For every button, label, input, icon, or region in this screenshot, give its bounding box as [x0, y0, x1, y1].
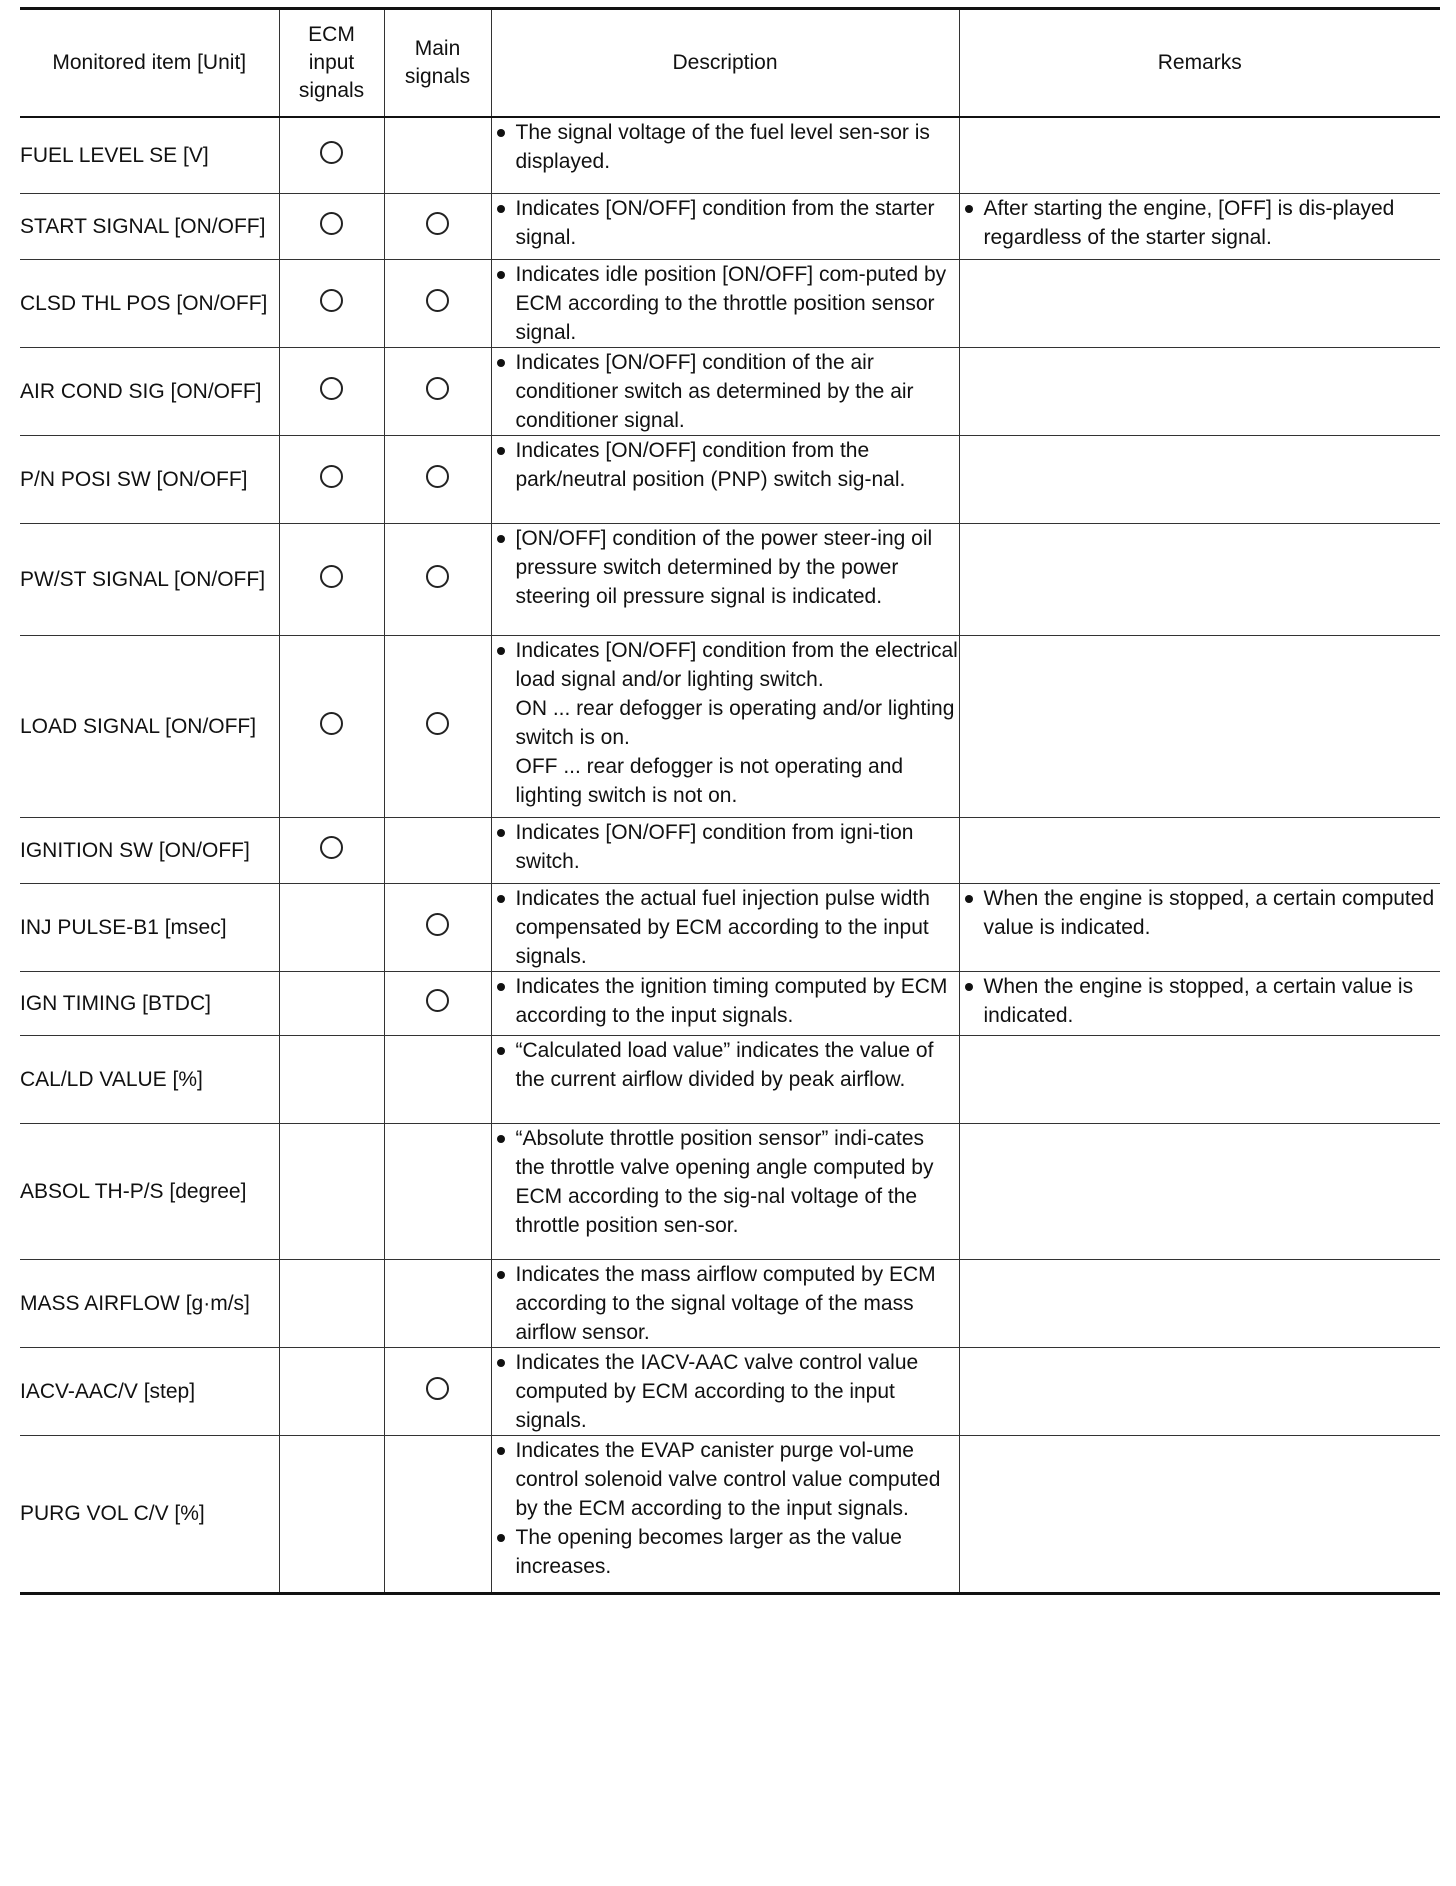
description-bullet: Indicates the ignition timing computed by ECM according to the input signals. — [492, 972, 959, 1030]
main-signal-cell — [384, 1347, 491, 1435]
table-row — [20, 1347, 1440, 1435]
description-cell — [491, 635, 959, 817]
header-ecm-input-signals: ECM input signals — [279, 9, 384, 118]
circle-mark-icon — [320, 141, 343, 164]
circle-mark-icon — [426, 465, 449, 488]
main-signal-cell — [384, 1123, 491, 1259]
table-row — [20, 1035, 1440, 1123]
remarks-cell — [959, 1435, 1440, 1593]
remarks-cell — [959, 117, 1440, 193]
header-main-signals: Main signals — [384, 9, 491, 118]
table-row — [20, 635, 1440, 817]
main-signal-cell — [384, 347, 491, 435]
circle-mark-icon — [426, 377, 449, 400]
ecm-input-signal-cell — [279, 883, 384, 971]
circle-mark-icon — [426, 212, 449, 235]
main-signal-cell — [384, 117, 491, 193]
description-bullet: Indicates idle position [ON/OFF] com-puted by ECM according to the throttle position sensor signal. — [492, 260, 959, 347]
description-bullet: Indicates [ON/OFF] condition from the starter signal. — [492, 194, 959, 252]
ecm-input-signal-cell — [279, 259, 384, 347]
circle-mark-icon — [426, 712, 449, 735]
monitored-item: START SIGNAL [ON/OFF] — [20, 193, 279, 259]
monitored-item: INJ PULSE-B1 [msec] — [20, 883, 279, 971]
description-line: OFF ... rear defogger is not operating and lighting switch is not on. — [515, 754, 904, 807]
description-cell — [491, 883, 959, 971]
table-row — [20, 1259, 1440, 1347]
ecm-input-signal-cell — [279, 193, 384, 259]
monitored-item: IGN TIMING [BTDC] — [20, 971, 279, 1035]
header-monitored-item: Monitored item [Unit] — [20, 9, 279, 118]
description-cell — [491, 1035, 959, 1123]
description-cell — [491, 117, 959, 193]
circle-mark-icon — [426, 565, 449, 588]
table-row — [20, 259, 1440, 347]
remarks-cell — [959, 817, 1440, 883]
circle-mark-icon — [426, 989, 449, 1012]
description-cell — [491, 435, 959, 523]
monitored-item: PW/ST SIGNAL [ON/OFF] — [20, 523, 279, 635]
table-row — [20, 117, 1440, 193]
remarks-cell — [959, 1259, 1440, 1347]
main-signal-cell — [384, 635, 491, 817]
circle-mark-icon — [426, 913, 449, 936]
main-signal-cell — [384, 193, 491, 259]
main-signal-cell — [384, 1259, 491, 1347]
description-bullet: The opening becomes larger as the value increases. — [492, 1523, 959, 1581]
remarks-cell — [959, 347, 1440, 435]
description-cell — [491, 817, 959, 883]
remarks-cell — [959, 971, 1440, 1035]
circle-mark-icon — [320, 289, 343, 312]
remarks-cell — [959, 523, 1440, 635]
remarks-cell — [959, 435, 1440, 523]
circle-mark-icon — [320, 377, 343, 400]
header-description: Description — [491, 9, 959, 118]
ecm-input-signal-cell — [279, 817, 384, 883]
main-signal-cell — [384, 523, 491, 635]
main-signal-cell — [384, 435, 491, 523]
table-row — [20, 347, 1440, 435]
description-cell — [491, 347, 959, 435]
ecm-input-signal-cell — [279, 523, 384, 635]
table-row — [20, 971, 1440, 1035]
table-row — [20, 523, 1440, 635]
main-signal-cell — [384, 1035, 491, 1123]
ecm-input-signal-cell — [279, 1347, 384, 1435]
description-cell — [491, 1123, 959, 1259]
ecm-input-signal-cell — [279, 1259, 384, 1347]
remark-bullet: After starting the engine, [OFF] is dis-played regardless of the starter signal. — [960, 194, 1441, 252]
description-cell — [491, 1347, 959, 1435]
table-row — [20, 1123, 1440, 1259]
ecm-input-signal-cell — [279, 971, 384, 1035]
description-bullet: Indicates [ON/OFF] condition from the electrical load signal and/or lighting switch. — [492, 636, 959, 694]
circle-mark-icon — [426, 289, 449, 312]
monitored-item: ABSOL TH-P/S [degree] — [20, 1123, 279, 1259]
header-remarks: Remarks — [959, 9, 1440, 118]
circle-mark-icon — [426, 1377, 449, 1400]
monitored-item: FUEL LEVEL SE [V] — [20, 117, 279, 193]
header-row — [20, 9, 1440, 118]
monitored-item: P/N POSI SW [ON/OFF] — [20, 435, 279, 523]
description-bullet: [ON/OFF] condition of the power steer-ing oil pressure switch determined by the power steering oil pressure signal is indicated. — [492, 524, 959, 611]
remarks-cell — [959, 1035, 1440, 1123]
main-signal-cell — [384, 1435, 491, 1593]
description-cell — [491, 259, 959, 347]
main-signal-cell — [384, 883, 491, 971]
main-signal-cell — [384, 971, 491, 1035]
description-bullet: The signal voltage of the fuel level sen-sor is displayed. — [492, 118, 959, 176]
description-cell — [491, 971, 959, 1035]
description-bullet: “Calculated load value” indicates the value of the current airflow divided by peak airflow. — [492, 1036, 959, 1094]
description-bullet: Indicates the mass airflow computed by ECM according to the signal voltage of the mass airflow sensor. — [492, 1260, 959, 1347]
remarks-cell — [959, 193, 1440, 259]
ecm-input-signal-cell — [279, 1035, 384, 1123]
description-cell — [491, 1259, 959, 1347]
ecm-input-signal-cell — [279, 435, 384, 523]
description-bullet: Indicates [ON/OFF] condition from igni-tion switch. — [492, 818, 959, 876]
ecm-input-signal-cell — [279, 117, 384, 193]
description-cell — [491, 1435, 959, 1593]
monitored-item: IGNITION SW [ON/OFF] — [20, 817, 279, 883]
monitored-item: CLSD THL POS [ON/OFF] — [20, 259, 279, 347]
description-cell — [491, 523, 959, 635]
description-bullet: Indicates [ON/OFF] condition of the air conditioner switch as determined by the air conditioner signal. — [492, 348, 959, 435]
ecm-input-signal-cell — [279, 1123, 384, 1259]
circle-mark-icon — [320, 565, 343, 588]
monitored-item: AIR COND SIG [ON/OFF] — [20, 347, 279, 435]
main-signal-cell — [384, 817, 491, 883]
monitored-items-table — [20, 7, 1440, 1595]
description-bullet: Indicates the EVAP canister purge vol-ume control solenoid valve control value computed by the ECM according to the input signals. — [492, 1436, 959, 1523]
circle-mark-icon — [320, 465, 343, 488]
description-bullet: Indicates [ON/OFF] condition from the park/neutral position (PNP) switch sig-nal. — [492, 436, 959, 494]
table-row — [20, 883, 1440, 971]
remarks-cell — [959, 1123, 1440, 1259]
table-row — [20, 193, 1440, 259]
main-signal-cell — [384, 259, 491, 347]
table-body — [20, 117, 1440, 1593]
table-row — [20, 817, 1440, 883]
remarks-cell — [959, 883, 1440, 971]
monitored-item: PURG VOL C/V [%] — [20, 1435, 279, 1593]
circle-mark-icon — [320, 836, 343, 859]
monitored-item: LOAD SIGNAL [ON/OFF] — [20, 635, 279, 817]
monitored-item: MASS AIRFLOW [g·m/s] — [20, 1259, 279, 1347]
description-bullet: “Absolute throttle position sensor” indi-cates the throttle valve opening angle computed by ECM according to the sig-nal voltage of the throttle position sen-sor. — [492, 1124, 959, 1240]
remark-bullet: When the engine is stopped, a certain value is indicated. — [960, 972, 1441, 1030]
description-bullet: Indicates the actual fuel injection pulse width compensated by ECM according to the input signals. — [492, 884, 959, 971]
remarks-cell — [959, 635, 1440, 817]
table-row — [20, 1435, 1440, 1593]
monitored-item: CAL/LD VALUE [%] — [20, 1035, 279, 1123]
description-cell — [491, 193, 959, 259]
ecm-input-signal-cell — [279, 347, 384, 435]
circle-mark-icon — [320, 212, 343, 235]
ecm-input-signal-cell — [279, 635, 384, 817]
monitored-item: IACV-AAC/V [step] — [20, 1347, 279, 1435]
description-line: ON ... rear defogger is operating and/or lighting switch is on. — [515, 696, 955, 749]
remark-bullet: When the engine is stopped, a certain computed value is indicated. — [960, 884, 1441, 942]
ecm-input-signal-cell — [279, 1435, 384, 1593]
remarks-cell — [959, 259, 1440, 347]
description-bullet: Indicates the IACV-AAC valve control value computed by ECM according to the input signals. — [492, 1348, 959, 1435]
circle-mark-icon — [320, 712, 343, 735]
table-row — [20, 435, 1440, 523]
remarks-cell — [959, 1347, 1440, 1435]
